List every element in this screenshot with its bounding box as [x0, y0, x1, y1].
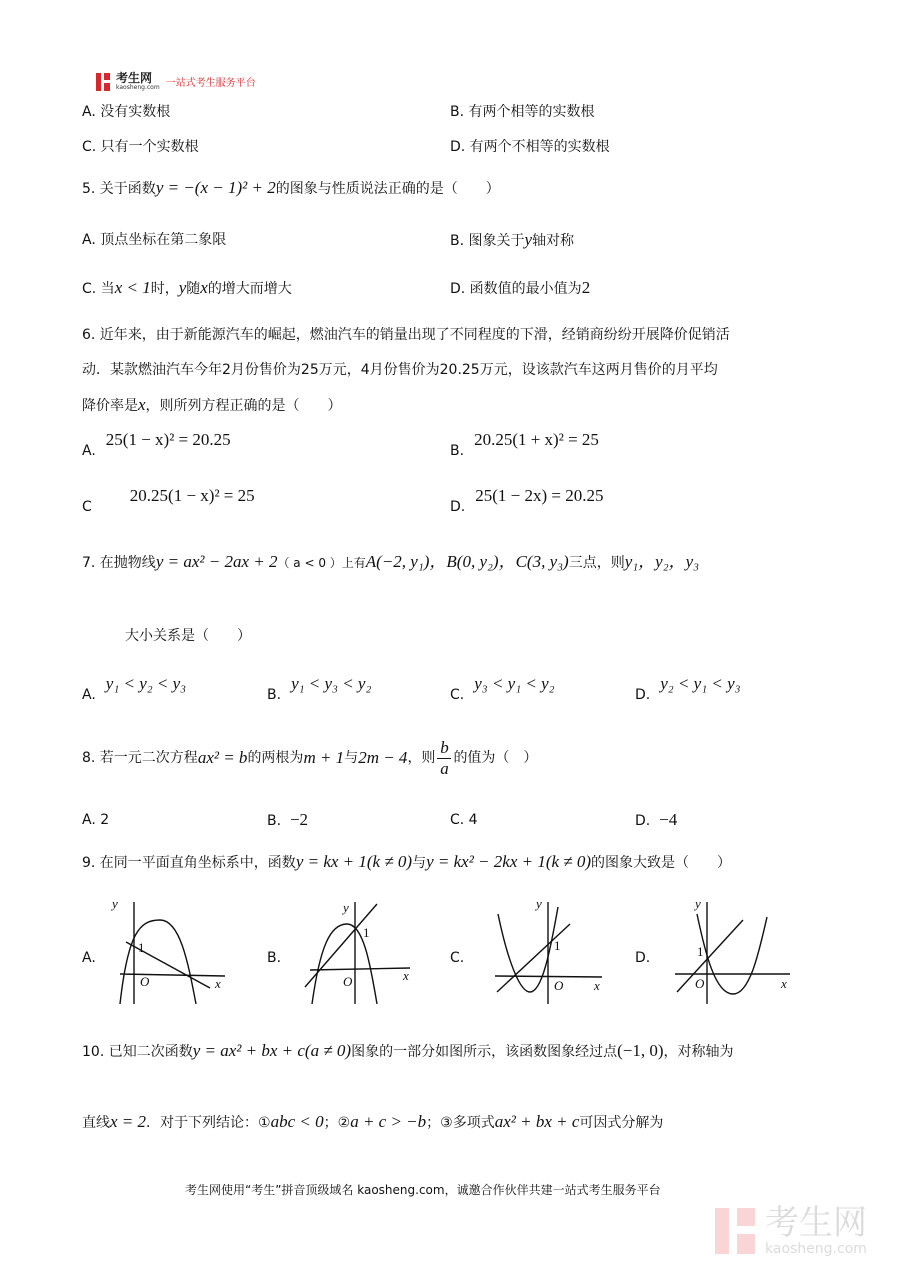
- svg-text:y: y: [536, 896, 542, 911]
- svg-text:O: O: [695, 976, 705, 991]
- svg-text:y: y: [112, 896, 118, 911]
- q5-option-d: D. 函数值的最小值为2: [450, 278, 591, 297]
- svg-text:O: O: [343, 974, 353, 989]
- watermark-icon: [715, 1208, 755, 1254]
- q6-option-d-label: D.: [450, 499, 466, 515]
- q6-option-a: A.25(1 − x)² = 20.25: [82, 430, 231, 459]
- question-5: 5. 关于函数y = −(x − 1)² + 2的图象与性质说法正确的是（ ）: [82, 178, 500, 197]
- parabola: [498, 907, 558, 992]
- q8-fraction: $\frac{b}{a}$: [437, 738, 451, 779]
- q9-option-d-label: D.: [635, 950, 651, 966]
- line: [305, 904, 377, 987]
- svg-text:O: O: [140, 974, 150, 989]
- svg-text:x: x: [215, 976, 221, 991]
- header-slogan: 一站式考生服务平台: [165, 78, 256, 89]
- question-6-line-2: 动．某款燃油汽车今年2月份售价为25万元，4月份售价为20.25万元，设该款汽车这两月售价的月平均: [82, 362, 718, 378]
- header-logo: [96, 72, 256, 91]
- q9-graph-d: [655, 892, 795, 1004]
- q8-option-d: D. −4: [635, 810, 678, 829]
- q6-option-b-label: B.: [450, 443, 465, 459]
- q9-option-a-label: A.: [82, 950, 96, 966]
- question-7: 7. 在抛物线y = ax² − 2ax + 2（ a < 0 ）上有A(−2, y₁)，B(0, y₂)，C(3, y₃)三点，则y₁，y₂，y₃: [82, 552, 700, 571]
- x-axis: [120, 974, 225, 976]
- svg-text:1: 1: [363, 925, 370, 940]
- q9-graph-c: [470, 892, 610, 1004]
- q5-option-c: C. 当x < 1时，y随x的增大而增大: [82, 278, 292, 297]
- svg-text:1: 1: [697, 944, 704, 959]
- x-axis: [310, 968, 410, 970]
- svg-text:1: 1: [138, 940, 145, 955]
- q4-option-a: A. 没有实数根: [82, 104, 171, 120]
- question-10: 10. 已知二次函数y = ax² + bx + c(a ≠ 0)图象的一部分如图所示，该函数图象经过点(−1, 0)，对称轴为: [82, 1041, 734, 1060]
- svg-text:1: 1: [554, 938, 561, 953]
- logo-icon: [96, 73, 110, 91]
- q4-option-d: D. 有两个不相等的实数根: [450, 139, 610, 155]
- question-6-line-1: 6. 近年来，由于新能源汽车的崛起，燃油汽车的销量出现了不同程度的下滑，经销商纷纷开展降价促销活: [82, 327, 730, 343]
- svg-text:y: y: [695, 896, 701, 911]
- q6-option-a-label: A.: [82, 443, 96, 459]
- parabola: [120, 920, 196, 1004]
- q8-option-b: B. −2: [267, 810, 309, 829]
- brand-name: 考生网: [116, 71, 153, 85]
- svg-text:x: x: [403, 968, 409, 983]
- q6-option-d: D.25(1 − 2x) = 20.25: [450, 486, 604, 515]
- q4-option-c: C. 只有一个实数根: [82, 139, 199, 155]
- q7-option-b: B.y₁ < y₃ < y₂: [267, 674, 372, 703]
- watermark-logo: 考生网 kaosheng.com: [715, 1205, 867, 1257]
- q6-option-c: C20.25(1 − x)² = 25: [82, 486, 255, 515]
- q5-option-a: A. 顶点坐标在第二象限: [82, 232, 227, 248]
- question-7-line-2: 大小关系是（ ）: [125, 628, 251, 644]
- q9-graph-a: [100, 892, 240, 1004]
- svg-text:y: y: [343, 900, 349, 915]
- svg-text:O: O: [554, 978, 564, 993]
- svg-text:x: x: [781, 976, 787, 991]
- line: [677, 920, 743, 992]
- q4-option-b: B. 有两个相等的实数根: [450, 104, 595, 120]
- q5-option-b: B. 图象关于y轴对称: [450, 230, 575, 249]
- q9-option-c-label: C.: [450, 950, 465, 966]
- svg-text:x: x: [594, 978, 600, 993]
- question-6-line-3: 降价率是x，则所列方程正确的是（ ）: [82, 395, 342, 414]
- footer-text: 考生网使用“考生”拼音顶级域名 kaosheng.com，诚邀合作伙伴共建一站式考生服务平台: [185, 1183, 661, 1197]
- q9-graph-b: [285, 892, 425, 1004]
- question-8: 8. 若一元二次方程 ax² = b 的两根为 m + 1 与 2m − 4 ，则 $\frac{b}{a}$ 的值为（ ）: [82, 737, 538, 778]
- q7-option-a: A.y₁ < y₂ < y₃: [82, 674, 187, 703]
- q8-option-c: C. 4: [450, 812, 478, 828]
- q8-option-a: A. 2: [82, 812, 110, 828]
- q6-option-b: B.20.25(1 + x)² = 25: [450, 430, 599, 459]
- q6-option-c-label: C: [82, 499, 92, 515]
- q9-option-b-label: B.: [267, 950, 282, 966]
- q7-option-d: D.y₂ < y₁ < y₃: [635, 674, 741, 703]
- question-10-line-2: 直线x = 2．对于下列结论：①abc < 0；②a + c > −b；③多项式ax² + bx + c可因式分解为: [82, 1112, 664, 1131]
- q7-option-c: C.y₃ < y₁ < y₂: [450, 674, 555, 703]
- brand-url: kaosheng.com: [116, 84, 160, 91]
- question-9: 9. 在同一平面直角坐标系中，函数y = kx + 1(k ≠ 0)与y = kx² − 2kx + 1(k ≠ 0)的图象大致是（ ）: [82, 852, 732, 871]
